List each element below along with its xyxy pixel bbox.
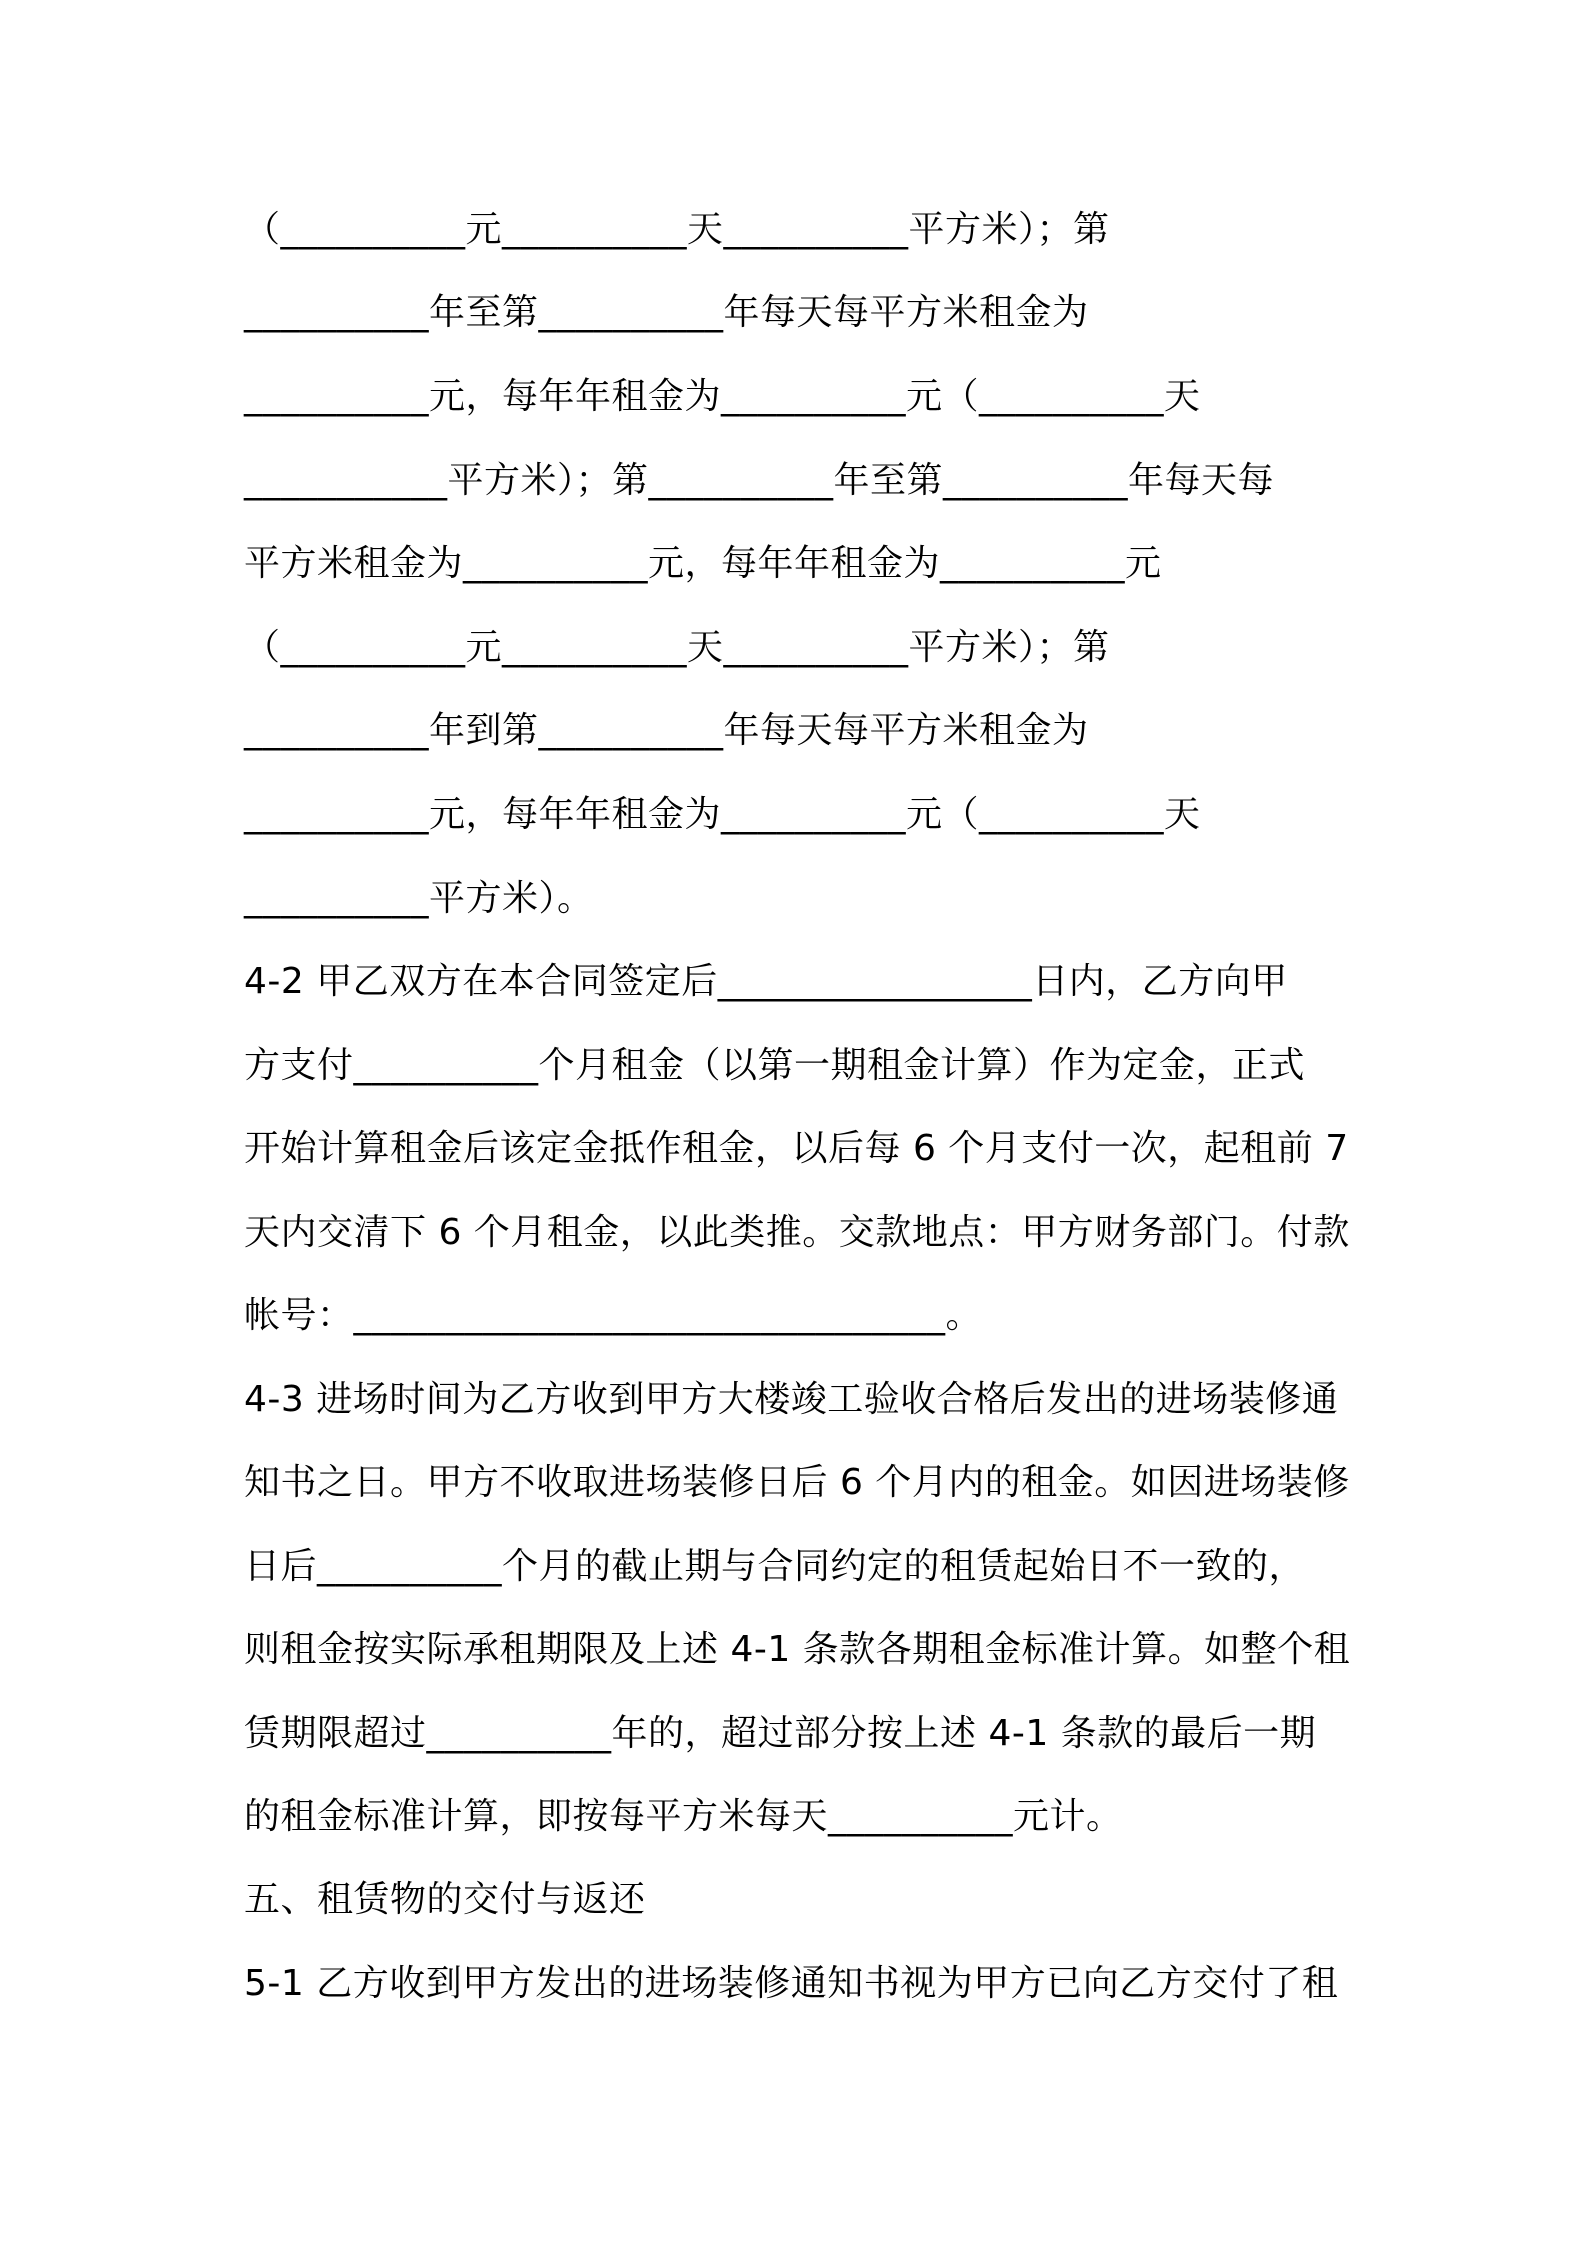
- text-line-10: 4-2 甲乙双方在本合同签定后_________________日内，乙方向甲: [244, 961, 1288, 1002]
- section-heading: 五、租赁物的交付与返还: [244, 1879, 646, 1920]
- text-line-5: 平方米租金为__________元，每年年租金为__________元: [244, 543, 1162, 584]
- text-line-18: 则租金按实际承租期限及上述 4-1 条款各期租金标准计算。如整个租: [244, 1629, 1351, 1670]
- text-line-1: （__________元__________天__________平方米）；第: [244, 209, 1110, 250]
- text-line-12: 开始计算租金后该定金抵作租金，以后每 6 个月支付一次，起租前 7: [244, 1128, 1349, 1169]
- text-line-6: （__________元__________天__________平方米）；第: [244, 627, 1110, 668]
- text-line-22: 5-1 乙方收到甲方发出的进场装修通知书视为甲方已向乙方交付了租: [244, 1963, 1339, 2004]
- text-line-2: __________年至第__________年每天每平方米租金为: [244, 292, 1089, 333]
- text-line-16: 知书之日。甲方不收取进场装修日后 6 个月内的租金。如因进场装修: [244, 1462, 1350, 1503]
- text-line-15: 4-3 进场时间为乙方收到甲方大楼竣工验收合格后发出的进场装修通: [244, 1379, 1339, 1420]
- text-line-13: 天内交清下 6 个月租金，以此类推。交款地点：甲方财务部门。付款: [244, 1212, 1350, 1253]
- text-line-20: 的租金标准计算，即按每平方米每天__________元计。: [244, 1796, 1123, 1837]
- text-line-3: __________元，每年年租金为__________元（__________天: [244, 376, 1201, 417]
- text-line-17: 日后__________个月的截止期与合同约定的租赁起始日不一致的，: [244, 1546, 1306, 1587]
- text-line-4: ___________平方米）；第__________年至第__________年每天每: [244, 460, 1275, 501]
- text-line-7: __________年到第__________年每天每平方米租金为: [244, 710, 1089, 751]
- text-line-8: __________元，每年年租金为__________元（__________天: [244, 794, 1201, 835]
- text-line-19: 赁期限超过__________年的，超过部分按上述 4-1 条款的最后一期: [244, 1713, 1317, 1754]
- text-line-14: 帐号：________________________________。: [244, 1295, 983, 1336]
- text-line-9: __________平方米）。: [244, 878, 594, 919]
- text-line-11: 方支付__________个月租金（以第一期租金计算）作为定金，正式: [244, 1045, 1306, 1086]
